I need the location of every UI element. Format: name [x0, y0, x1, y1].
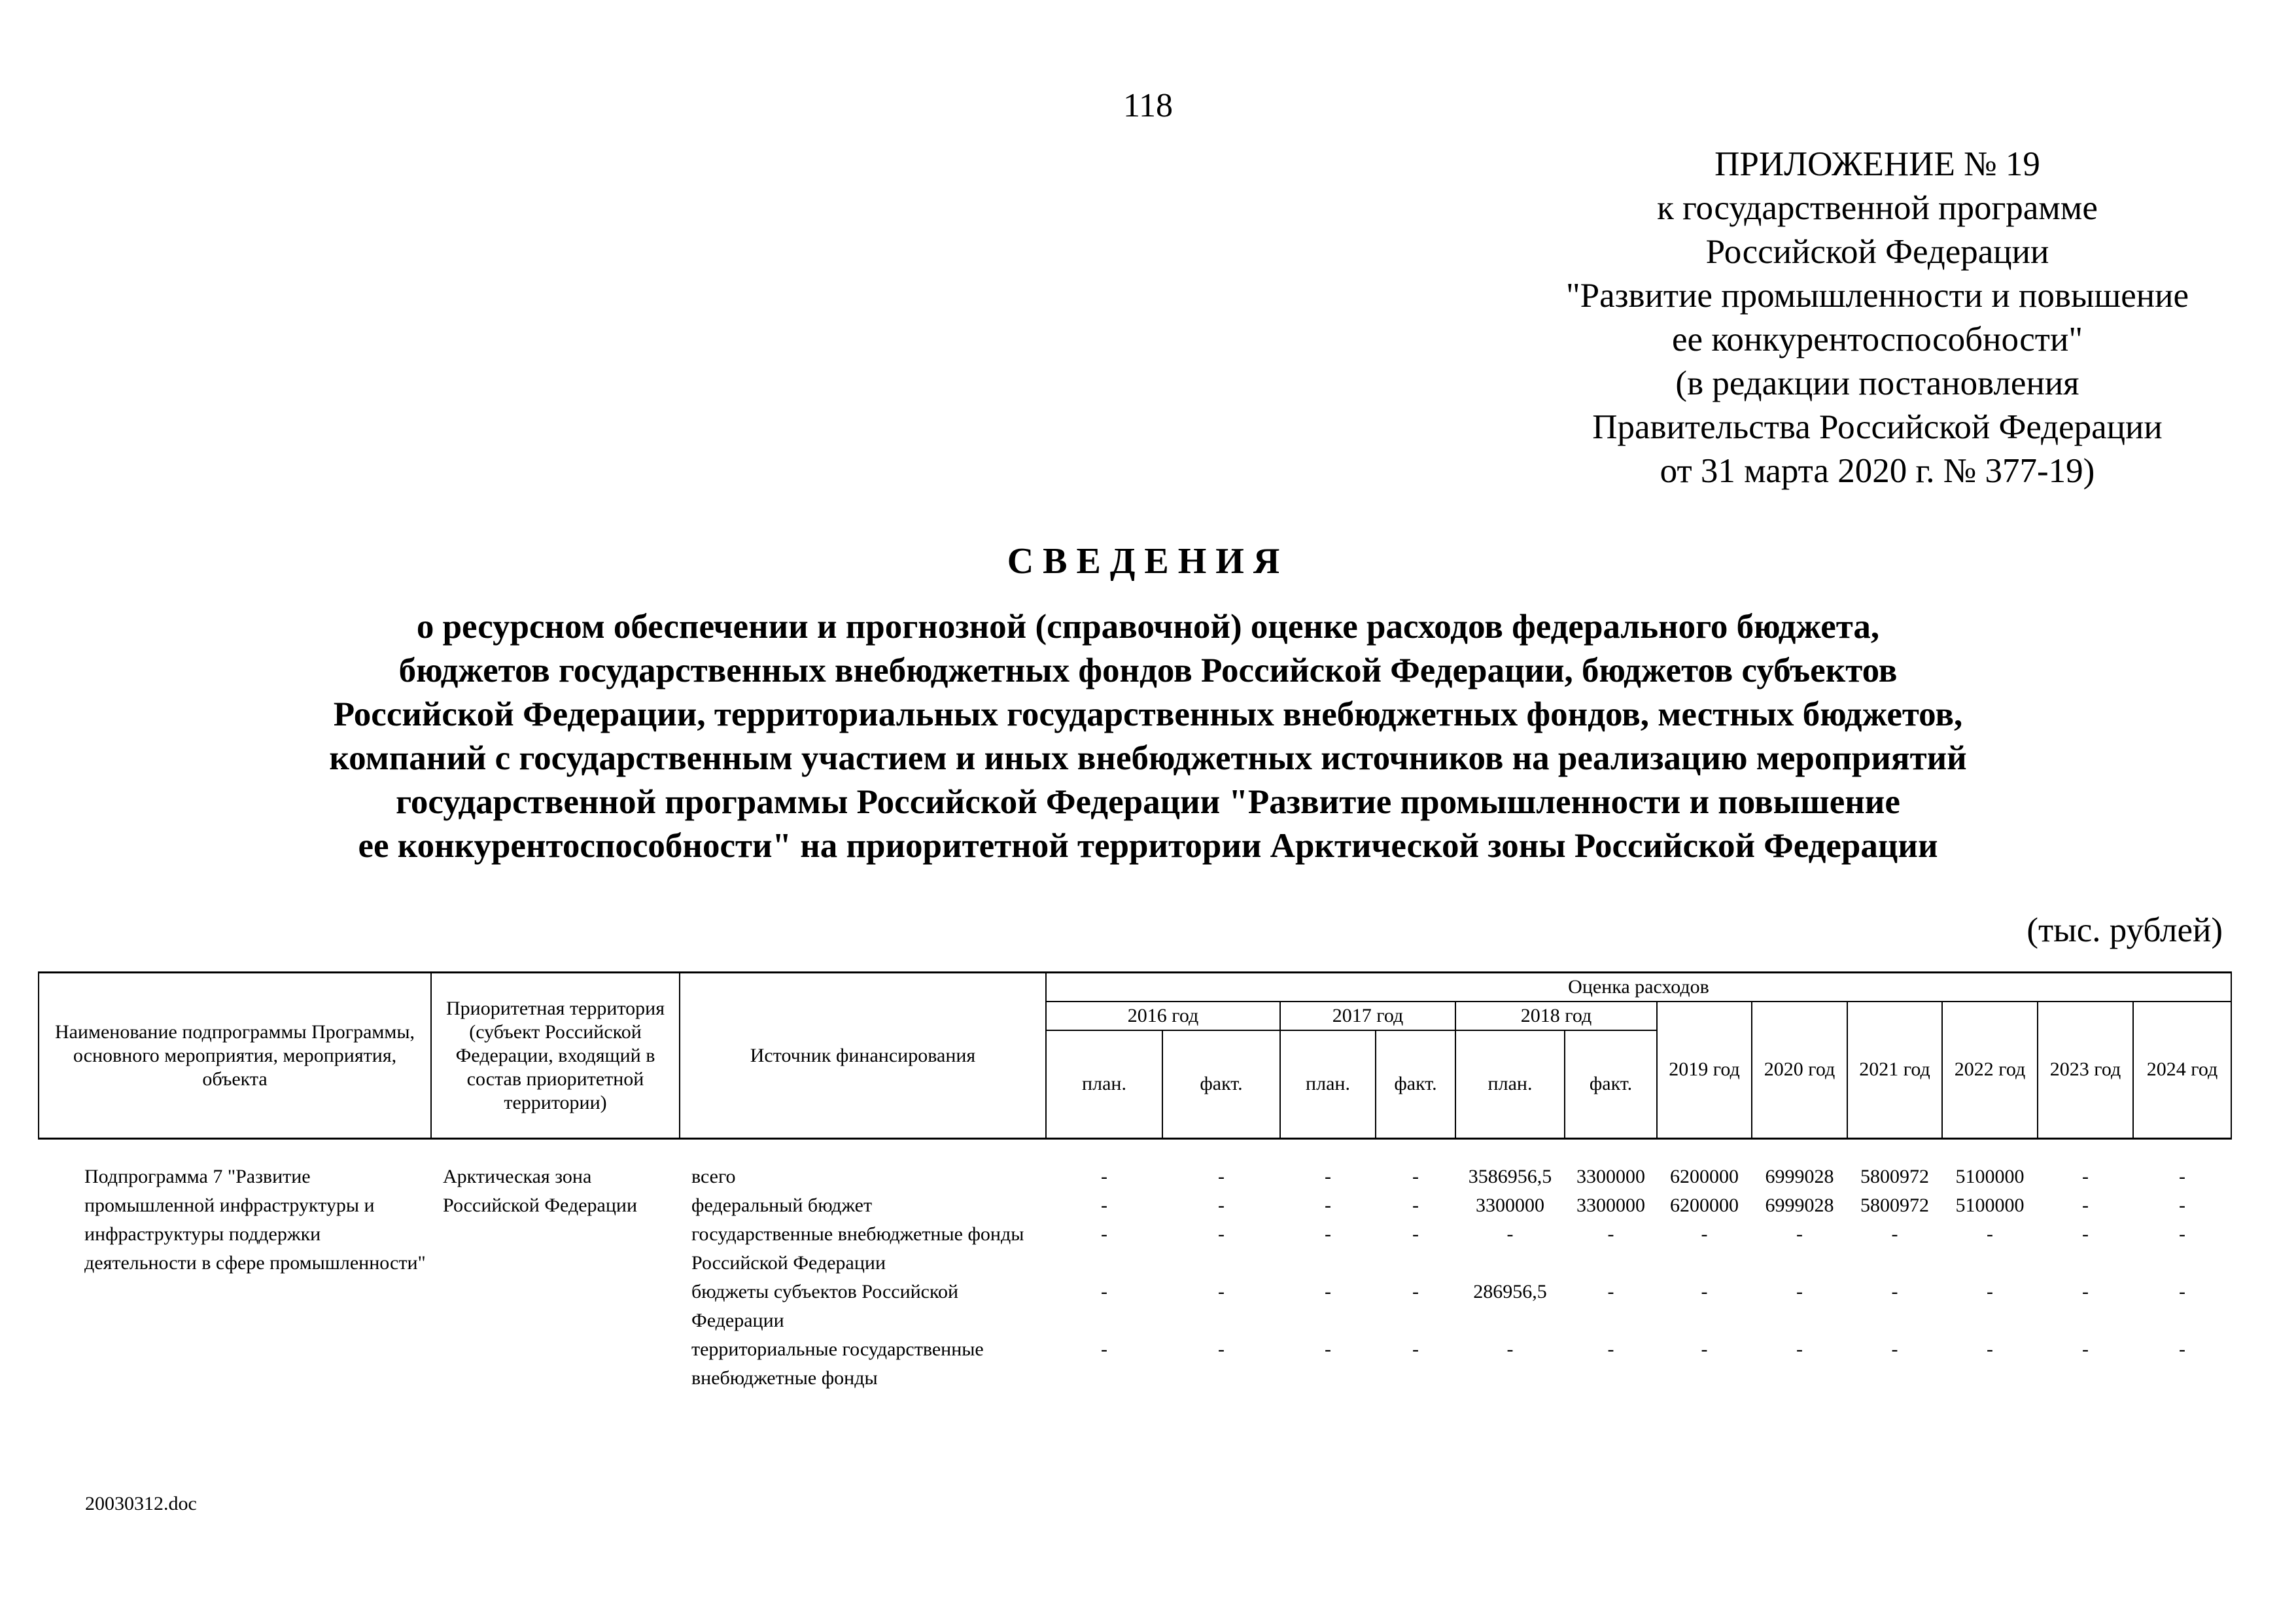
budget-table [38, 971, 2232, 1393]
value-cell: 3300000 [1576, 1194, 1645, 1216]
value-cell: - [2082, 1223, 2089, 1245]
value-cell: - [1891, 1280, 1898, 1302]
header-year-2022: 2022 год [1942, 1002, 2038, 1139]
value-cell: - [2179, 1194, 2185, 1216]
appendix-line: "Развитие промышленности и повышение [1565, 277, 2189, 315]
header-year-2018: 2018 год [1455, 1002, 1657, 1030]
value-cell: 6200000 [1670, 1194, 1739, 1216]
value-cell: - [1218, 1338, 1225, 1360]
header-year-2024: 2024 год [2133, 1002, 2231, 1139]
header-year-2017: 2017 год [1280, 1002, 1455, 1030]
header-source: Источник финансирования [680, 973, 1046, 1139]
header-year-2023: 2023 год [2038, 1002, 2133, 1139]
document-code: 20030312.doc [85, 1493, 197, 1514]
appendix-line: Правительства Российской Федерации [1592, 408, 2163, 446]
value-cell: - [2082, 1194, 2089, 1216]
value-cell: - [1101, 1165, 1107, 1187]
value-cell: - [1218, 1165, 1225, 1187]
subtitle-line: ее конкурентоспособности" на приоритетной территории Арктической зоны Российской Федерации [358, 827, 1938, 865]
value-cell: - [1701, 1223, 1708, 1245]
value-cell: - [2179, 1338, 2185, 1360]
units-label: (тыс. рублей) [2026, 911, 2223, 949]
value-cell: - [1325, 1194, 1331, 1216]
value-cell: - [2179, 1223, 2185, 1245]
value-cell: - [2082, 1165, 2089, 1187]
value-cell: - [1412, 1338, 1419, 1360]
appendix-line: от 31 марта 2020 г. № 377-19) [1660, 452, 2095, 490]
header-fact-2016: факт. [1162, 1030, 1280, 1139]
subtitle-line: государственной программы Российской Федерации "Развитие промышленности и повышение [396, 783, 1900, 821]
value-cell: - [1607, 1280, 1614, 1302]
appendix-line: ПРИЛОЖЕНИЕ № 19 [1714, 145, 2040, 183]
value-cell: - [1325, 1165, 1331, 1187]
header-plan-2017: план. [1280, 1030, 1376, 1139]
header-year-2021: 2021 год [1847, 1002, 1942, 1139]
header-plan-2018: план. [1455, 1030, 1565, 1139]
value-cell: 5100000 [1955, 1194, 2025, 1216]
header-year-2020: 2020 год [1752, 1002, 1847, 1139]
value-cell: 5800972 [1860, 1194, 1929, 1216]
page-number: 118 [1122, 87, 1174, 124]
value-cell: - [1412, 1280, 1419, 1302]
value-cell: - [1506, 1223, 1514, 1245]
value-cell: 6200000 [1670, 1165, 1739, 1187]
appendix-header [1505, 143, 2250, 493]
subtitle-line: Российской Федерации, территориальных государственных внебюджетных фондов, местных бюджетов, [333, 695, 1963, 733]
subtitle-line: компаний с государственным участием и иных внебюджетных источников на реализацию мероприятий [329, 739, 1967, 777]
document-subtitle [131, 605, 2165, 868]
header-year-2019: 2019 год [1657, 1002, 1752, 1139]
value-cell: - [2082, 1338, 2089, 1360]
value-cell: - [1506, 1338, 1514, 1360]
source-cell: всего [691, 1165, 736, 1187]
value-cell: - [1325, 1280, 1331, 1302]
appendix-line: к государственной программе [1657, 189, 2098, 227]
header-name: Наименование подпрограммы Программы, основного мероприятия, мероприятия, объекта [39, 973, 431, 1139]
header-year-2016: 2016 год [1046, 1002, 1280, 1030]
value-cell: - [1987, 1338, 1993, 1360]
value-cell: - [1701, 1338, 1708, 1360]
value-cell: - [1412, 1223, 1419, 1245]
value-cell: - [1796, 1223, 1803, 1245]
source-cell: территориальные государственные внебюджетные фонды [691, 1338, 984, 1389]
value-cell: - [1701, 1280, 1708, 1302]
value-cell: - [1607, 1338, 1614, 1360]
value-cell: - [1101, 1280, 1107, 1302]
value-cell: - [1325, 1338, 1331, 1360]
header-territory: Приоритетная территория (субъект Российской Федерации, входящий в состав приоритетной территории) [431, 973, 680, 1139]
value-cell: 3300000 [1476, 1194, 1544, 1216]
value-cell: 6999028 [1765, 1194, 1834, 1216]
territory-name: Арктическая зона Российской Федерации [443, 1165, 638, 1216]
subprogram-name: Подпрограмма 7 "Развитие промышленной инфраструктуры и инфраструктуры поддержки деятельности в сфере промышленности" [84, 1165, 426, 1274]
value-cell: 286956,5 [1473, 1280, 1547, 1302]
value-cell: - [1101, 1338, 1107, 1360]
source-cell: бюджеты субъектов Российской Федерации [691, 1280, 959, 1331]
source-cell: государственные внебюджетные фонды Российской Федерации [691, 1223, 1024, 1274]
value-cell: - [1218, 1280, 1225, 1302]
appendix-line: ее конкурентоспособности" [1672, 321, 2083, 358]
value-cell: - [1607, 1223, 1614, 1245]
value-cell: 6999028 [1765, 1165, 1834, 1187]
value-cell: - [1412, 1165, 1419, 1187]
value-cell: - [1101, 1223, 1107, 1245]
value-cell: - [1101, 1194, 1107, 1216]
value-cell: - [1325, 1223, 1331, 1245]
header-fact-2017: факт. [1376, 1030, 1455, 1139]
subtitle-line: бюджетов государственных внебюджетных фондов Российской Федерации, бюджетов субъектов [398, 652, 1898, 689]
value-cell: - [1891, 1338, 1898, 1360]
value-cell: - [1987, 1223, 1993, 1245]
value-cell: - [1412, 1194, 1419, 1216]
value-cell: - [1891, 1223, 1898, 1245]
value-cell: 3586956,5 [1468, 1165, 1552, 1187]
appendix-line: (в редакции постановления [1675, 364, 2079, 402]
value-cell: - [1796, 1280, 1803, 1302]
value-cell: - [1987, 1280, 1993, 1302]
value-cell: - [1218, 1194, 1225, 1216]
source-cell: федеральный бюджет [691, 1194, 873, 1216]
header-fact-2018: факт. [1565, 1030, 1657, 1139]
appendix-line: Российской Федерации [1705, 233, 2049, 271]
value-cell: - [2082, 1280, 2089, 1302]
value-cell: 5800972 [1860, 1165, 1929, 1187]
header-plan-2016: план. [1046, 1030, 1162, 1139]
value-cell: - [2179, 1280, 2185, 1302]
value-cell: - [1218, 1223, 1225, 1245]
document-title: СВЕДЕНИЯ [1007, 541, 1289, 582]
value-cell: 3300000 [1576, 1165, 1645, 1187]
value-cell: - [2179, 1165, 2185, 1187]
header-estimate: Оценка расходов [1046, 973, 2231, 1002]
value-cell: - [1796, 1338, 1803, 1360]
table-row [39, 1162, 2231, 1191]
value-cell: 5100000 [1955, 1165, 2025, 1187]
subtitle-line: о ресурсном обеспечении и прогнозной (справочной) оценке расходов федерального бюджета, [416, 608, 1880, 646]
